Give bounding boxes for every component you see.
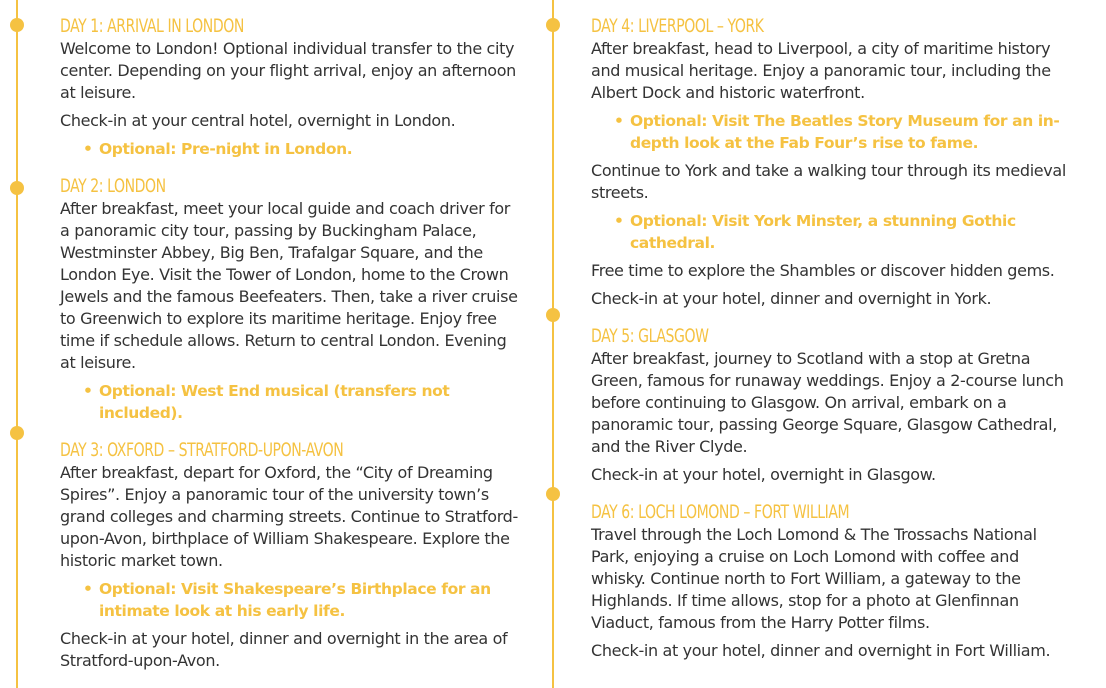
timeline-dot-day-1 xyxy=(10,18,24,32)
day-3-optional-list xyxy=(60,578,518,622)
day-4-paragraph-after-2a: Free time to explore the Shambles or discover hidden gems. xyxy=(591,261,1055,280)
day-1-optional-list xyxy=(60,138,518,160)
day-4-optional-list xyxy=(591,110,1077,154)
day-4-optional-2: • Optional: Visit York Minster, a stunning Gothic cathedral. xyxy=(630,210,1077,254)
day-1-title: DAY 1: ARRIVAL IN LONDON xyxy=(60,15,244,37)
timeline-line xyxy=(552,0,554,688)
left-content xyxy=(60,14,518,686)
day-4-optional-list-2 xyxy=(591,210,1077,254)
day-2-optional-list xyxy=(60,380,518,424)
day-2-section xyxy=(60,174,518,424)
timeline-dot-day-6 xyxy=(546,487,560,501)
day-3-paragraph-after: Check-in at your hotel, dinner and overnight in the area of Stratford-upon-Avon. xyxy=(60,629,508,670)
day-5-paragraph-1: After breakfast, journey to Scotland with a stop at Gretna Green, famous for runaway weddings. Enjoy a 2-course lunch before continuing to Glasgow. On arrival, embark on a panoramic tour, passing George Square, Glasgow Cathedral, and the River Clyde. xyxy=(591,349,1064,456)
day-3-title: DAY 3: OXFORD – STRATFORD-UPON-AVON xyxy=(60,439,344,461)
day-5-title: DAY 5: GLASGOW xyxy=(591,325,709,347)
day-2-paragraph-1: After breakfast, meet your local guide and coach driver for a panoramic city tour, passing by Buckingham Palace, Westminster Abbey, Big Ben, Trafalgar Square, and the London Eye. Visit the Tower of London, home to the Crown Jewels and the famous Beefeaters. Then, take a river cruise to Greenwich to explore its maritime heritage. Enjoy free time if schedule allows. Return to central London. Evening at leisure. xyxy=(60,199,518,372)
day-6-paragraph-1: Travel through the Loch Lomond & The Trossachs National Park, enjoying a cruise on Loch Lomond with coffee and whisky. Continue north to Fort William, a gateway to the Highlands. If time allows, stop for a photo at Glenfinnan Viaduct, famous from the Harry Potter films. xyxy=(591,525,1037,632)
timeline-dot-day-4 xyxy=(546,18,560,32)
itinerary-left-column xyxy=(0,0,530,688)
day-4-optional: • Optional: Visit The Beatles Story Museum for an in-depth look at the Fab Four’s rise to fame. xyxy=(630,110,1077,154)
day-4-paragraph-after: Continue to York and take a walking tour through its medieval streets. xyxy=(591,161,1066,202)
day-5-paragraph-2: Check-in at your hotel, overnight in Glasgow. xyxy=(591,465,936,484)
day-6-paragraph-2: Check-in at your hotel, dinner and overnight in Fort William. xyxy=(591,641,1051,660)
day-4-section xyxy=(591,14,1077,310)
day-1-section xyxy=(60,14,518,160)
day-6-section xyxy=(591,500,1077,662)
day-3-paragraph-1: After breakfast, depart for Oxford, the “City of Dreaming Spires”. Enjoy a panoramic tour of the university town’s grand colleges and charming streets. Continue to Stratford-upon-Avon, birthplace of William Shakespeare. Explore the historic market town. xyxy=(60,463,518,570)
day-3-optional: • Optional: Visit Shakespeare’s Birthplace for an intimate look at his early life. xyxy=(99,578,518,622)
day-4-paragraph-1: After breakfast, head to Liverpool, a city of maritime history and musical heritage. Enjoy a panoramic tour, including the Albert Dock and historic waterfront. xyxy=(591,39,1051,102)
day-3-section xyxy=(60,438,518,672)
itinerary-right-column xyxy=(532,0,1106,688)
timeline-line xyxy=(16,0,18,688)
day-4-paragraph-after-2b: Check-in at your hotel, dinner and overnight in York. xyxy=(591,289,992,308)
right-content xyxy=(591,14,1077,676)
day-4-title: DAY 4: LIVERPOOL – YORK xyxy=(591,15,764,37)
timeline-dot-day-5 xyxy=(546,308,560,322)
day-1-paragraph-2: Check-in at your central hotel, overnight in London. xyxy=(60,111,456,130)
day-1-paragraph-1: Welcome to London! Optional individual transfer to the city center. Depending on your flight arrival, enjoy an afternoon at leisure. xyxy=(60,39,516,102)
day-5-section xyxy=(591,324,1077,486)
timeline-dot-day-2 xyxy=(10,181,24,195)
day-1-optional: • Optional: Pre-night in London. xyxy=(99,138,518,160)
timeline-dot-day-3 xyxy=(10,426,24,440)
day-2-optional: • Optional: West End musical (transfers not included). xyxy=(99,380,518,424)
day-6-title: DAY 6: LOCH LOMOND – FORT WILLIAM xyxy=(591,501,850,523)
day-2-title: DAY 2: LONDON xyxy=(60,175,166,197)
